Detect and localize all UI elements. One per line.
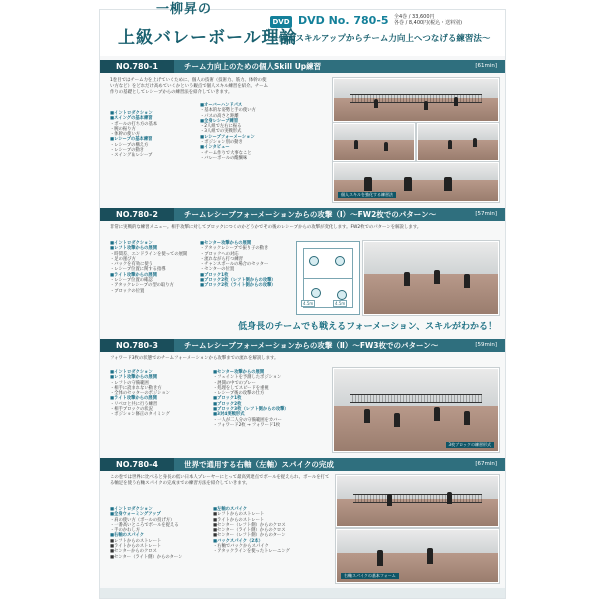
section-duration: [61min] — [475, 63, 497, 69]
list-item: ・リベロと共に行う練習 — [110, 401, 158, 407]
section-duration: [67min] — [475, 461, 497, 467]
list-item: ■レシーブフォーメーション — [200, 134, 255, 140]
section-body — [100, 73, 505, 205]
list-item: ・ボールの打ち方の基本 — [110, 121, 158, 127]
contents-col-2 — [200, 103, 256, 161]
list-item: ■ブロック3枚（レフト側からの攻撃） — [213, 407, 289, 413]
list-item: ■センター攻撃からの展開 — [200, 241, 252, 246]
section-intro: フォワード3枚の状態でのチームフォーメーションから攻撃までの流れを解説します。 — [110, 356, 279, 361]
list-item: ■センター（レフト側）からのクロス — [213, 522, 286, 528]
list-item: ・レフトの守備範囲 — [110, 380, 149, 386]
list-item: ■全身ウォーミングアップ — [110, 512, 161, 518]
list-item: ・腕の振り方 — [110, 126, 136, 132]
section-number: NO.780-2 — [100, 208, 174, 221]
list-item: ■センター（レフト側）からのターン — [213, 533, 286, 539]
list-item: ■レフトからのストレート — [213, 512, 265, 518]
list-item: ・チャンスボールの場合のセッター — [200, 262, 269, 268]
photo-practice-2 — [417, 123, 499, 161]
list-item: ・体幹の使い方 — [110, 132, 141, 138]
list-item: ■バックスパイク（2本） — [213, 538, 263, 544]
list-item: ■イントロダクション — [110, 370, 153, 375]
section-body — [100, 221, 505, 336]
list-item: ・ポジション別の動き — [200, 140, 243, 146]
photo-caption: 個人スキルを強化する練習法 — [338, 192, 396, 198]
list-item: ■ブロック1枚 — [200, 272, 229, 278]
list-item: ・アタックラインを使ったトレーニング — [213, 549, 290, 555]
list-item: ■レフト攻撃からの展開 — [110, 375, 158, 381]
list-item: ・右軸でバックからスパイク — [213, 544, 269, 550]
list-item: ・レシーブ位置の確認 — [110, 278, 153, 284]
footer-strip — [100, 588, 505, 598]
list-item: ■ライト攻撃からの展開 — [110, 272, 157, 278]
section-title: チームレシーブフォーメーションからの攻撃（Ⅰ）～FW2枚でのパターン～ — [184, 210, 437, 219]
list-item: ・レシーブの構え方 — [110, 142, 149, 148]
list-item: ・2人組で左右に振る — [200, 124, 242, 130]
contents-col-1 — [110, 507, 182, 560]
list-item: ■イントロダクション — [110, 111, 153, 116]
photo-interview — [333, 162, 499, 202]
list-item: ・バックを有効に使う — [110, 262, 153, 268]
price-line-1: 全4巻 / 33,600円 — [394, 14, 435, 20]
list-item: ・フォワード2枚 → フォワード1枚 — [213, 422, 281, 428]
price-line-2: 各巻 / 8,400円(税込・送料別) — [394, 20, 463, 26]
section-body — [100, 352, 505, 455]
photo-spike-2 — [336, 529, 499, 583]
list-item: ■スイングの基本練習 — [110, 116, 153, 122]
dvd-number: DVD No. 780-5 — [298, 14, 389, 27]
list-item: ■ライトからのストレート — [213, 517, 265, 523]
photo-formation-practice — [363, 241, 499, 315]
section-780-1 — [100, 60, 505, 205]
list-item: ・アタックレシーブで振り子の動き — [200, 246, 269, 252]
list-item: ■ブロック2枚（ライト側からの攻撃） — [200, 283, 276, 289]
list-item: ・レシーブの動き — [110, 148, 145, 154]
price-info — [394, 14, 462, 26]
section-780-3 — [100, 339, 505, 455]
list-item: ・アタックレシーブの型の取り方 — [110, 283, 174, 289]
list-item: ・バレーボールの醍醐味 — [200, 155, 248, 161]
list-item: ■センター（ライト側）からのターン — [110, 554, 183, 560]
list-item: ■レフトからのストレート — [110, 538, 162, 544]
list-item: ・基本的な姿勢と手の使い方 — [200, 108, 256, 114]
section-header — [100, 458, 505, 471]
list-item: ■センター攻撃からの展開 — [213, 370, 265, 375]
list-item: ・肩の使い方（ボールの投げ方） — [110, 517, 175, 523]
section-780-4 — [100, 458, 505, 586]
photo-practice-1 — [333, 123, 415, 161]
list-item: ・パスの高さと距離 — [200, 113, 239, 119]
section-header — [100, 339, 505, 352]
photo-caption: 右軸スパイクの基本フォーム — [341, 573, 399, 579]
section-title: チームレシーブフォーメーションからの攻撃（Ⅱ）～FW3枚でのパターン～ — [184, 341, 439, 350]
section-title: チーム力向上のための個人Skill Up練習 — [184, 62, 322, 71]
list-item: ・足の運び方 — [110, 256, 136, 262]
list-item: ・ブロックの位置 — [110, 288, 145, 294]
formation-diagram: 4.5m 4.5m — [296, 241, 360, 315]
contents-col-1 — [110, 111, 157, 159]
list-item: ■レフト攻撃からの展開 — [110, 246, 158, 252]
list-item: ・レシーブ位置に関する指導 — [110, 267, 166, 273]
list-item: ・チーム作りで大事なこと — [200, 150, 252, 156]
header — [100, 2, 505, 56]
photo-spike-1 — [336, 475, 499, 527]
contents-col-2 — [200, 241, 276, 289]
section-body — [100, 471, 505, 586]
list-item: ・レシーブ後の攻撃の仕方 — [213, 391, 265, 397]
list-item: ■全身レシーブ練習 — [200, 118, 239, 124]
list-item: ・センターの位置 — [200, 267, 235, 273]
contents-col-1 — [110, 370, 170, 418]
photo-three-block — [333, 368, 499, 452]
list-item: ・ブロックへの対応 — [200, 251, 239, 257]
list-item: ・相手ブロックの状況 — [110, 407, 153, 413]
list-item: ■センターからのクロス — [110, 549, 157, 555]
list-item: ■イントロダクション — [110, 507, 153, 512]
section-number: NO.780-1 — [100, 60, 174, 73]
section-header — [100, 208, 505, 221]
list-item: ・時間差、エンドラインを使っての展開 — [110, 251, 188, 257]
list-item: ・スイング＆レシーブ — [110, 153, 153, 159]
list-item: ・手のかわし方 — [110, 528, 141, 534]
list-item: ・3人組での実戦形式 — [200, 129, 242, 135]
list-item: ・ポジション修正のタイミング — [110, 412, 170, 418]
contents-col-1 — [110, 241, 187, 294]
list-item: ■センター（ライト側）からのクロス — [213, 528, 286, 534]
section-duration: [59min] — [475, 342, 497, 348]
list-item: ・処理をしてスピードを重視 — [213, 385, 269, 391]
section-title: 世界で通用する右軸（左軸）スパイクの完成 — [184, 460, 334, 469]
section-intro: 非常に実戦的な練習メニュー。相手攻撃に対してブロックにつくのかどうかでその後のレシーブからの攻撃が変化します。FW2枚でのパターンを解説します。 — [110, 225, 422, 230]
list-item: ■ブロック2枚 — [213, 401, 242, 407]
series-title-top: 一柳昇の — [156, 2, 213, 17]
photo-caption: 3枚ブロックの練習形式 — [446, 442, 494, 448]
list-item: ■3対4実戦形式 — [213, 412, 245, 418]
tagline: ～個人スキルアップからチーム力向上へつなげる練習法～ — [270, 34, 491, 44]
section-780-2 — [100, 208, 505, 336]
flyer-sheet — [100, 2, 505, 598]
list-item: ・全体のセッターのポジション — [110, 391, 170, 397]
promo-banner: 低身長のチームでも戦えるフォーメーション、スキルがわかる！ — [238, 322, 497, 332]
series-title-main: 上級バレーボール理論 — [118, 28, 298, 48]
list-item: ■ブロック2枚（レフト側からの攻撃） — [200, 278, 276, 284]
list-item: ■ライト攻撃からの展開 — [110, 396, 157, 402]
contents-col-2 — [213, 507, 290, 555]
list-item: ・一番高いところでボールを捉える — [110, 522, 179, 528]
section-intro: 1巻目ではチーム力を上げていくために、個人の技術（技術力、筋力、体幹の使い方など）をどれだけ高めていくかという観点で個人スキル練習を紹介。チーム作りの基礎としてレシーブからの練習法を紹介していきます。 — [110, 78, 269, 95]
section-intro: この巻では世界に比べると身長の低い日本人プレーヤーにとって最高到達点でボールを捉えられ、ボールを打てる軸足を使う右軸スパイクの完成までの練習方法を紹介していきます。 — [110, 475, 330, 486]
list-item: ・相手に読まれない動き方 — [110, 385, 162, 391]
contents-col-2 — [213, 370, 289, 428]
list-item: ・展開の中でのプレー — [213, 380, 256, 386]
list-item: ■右軸のスパイク — [110, 533, 145, 539]
list-item: ・フェイントを予測したポジション — [213, 375, 282, 381]
list-item: ■左軸のスパイク — [213, 507, 248, 512]
list-item: ・流れながら打つ練習 — [200, 256, 243, 262]
dvd-logo: DVD — [270, 16, 292, 28]
list-item: ・一人が二人分の守備範囲をカバー — [213, 417, 282, 423]
section-number: NO.780-4 — [100, 458, 174, 471]
list-item: ■インタビュー — [200, 145, 230, 151]
section-duration: [57min] — [475, 211, 497, 217]
section-number: NO.780-3 — [100, 339, 174, 352]
photo-court-drill — [333, 78, 499, 122]
list-item: ■オーバーハンドパス — [200, 103, 243, 108]
list-item: ■ライトからのストレート — [110, 544, 162, 550]
list-item: ■イントロダクション — [110, 241, 153, 246]
list-item: ■レシーブの基本練習 — [110, 137, 153, 143]
list-item: ■ブロック1枚 — [213, 396, 242, 402]
section-header — [100, 60, 505, 73]
